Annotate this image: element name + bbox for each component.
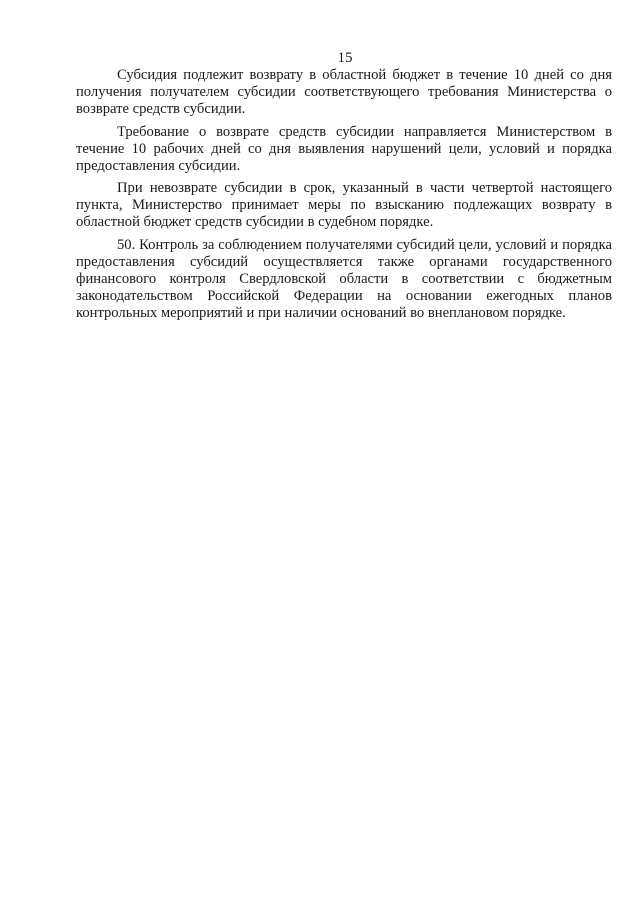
page-number: 15 — [337, 50, 353, 66]
paragraph-control-50: 50. Контроль за соблюдением получателями субсидий цели, условий и порядка предоставления субсидий осуществляется также органами государственного финансового контроля Свердловской области в соответствии с бюджетным законодательством Российской Федерации на основании ежегодных планов контрольных мероприятий и при наличии оснований во внеплановом порядке. — [76, 237, 612, 321]
paragraph-return-demand: Требование о возврате средств субсидии направляется Министерством в течение 10 рабочих дней со дня выявления нарушений цели, условий и порядка предоставления субсидии. — [76, 123, 612, 174]
paragraph-non-return: При невозврате субсидии в срок, указанный в части четвертой настоящего пункта, Министерство принимает меры по взысканию подлежащих возврату в областной бюджет средств субсидии в судебном порядке. — [76, 180, 612, 231]
paragraph-subsidy-return: Субсидия подлежит возврату в областной бюджет в течение 10 дней со дня получения получателем субсидии соответствующего требования Министерства о возврате средств субсидии. — [76, 67, 612, 117]
document-body — [76, 67, 612, 322]
